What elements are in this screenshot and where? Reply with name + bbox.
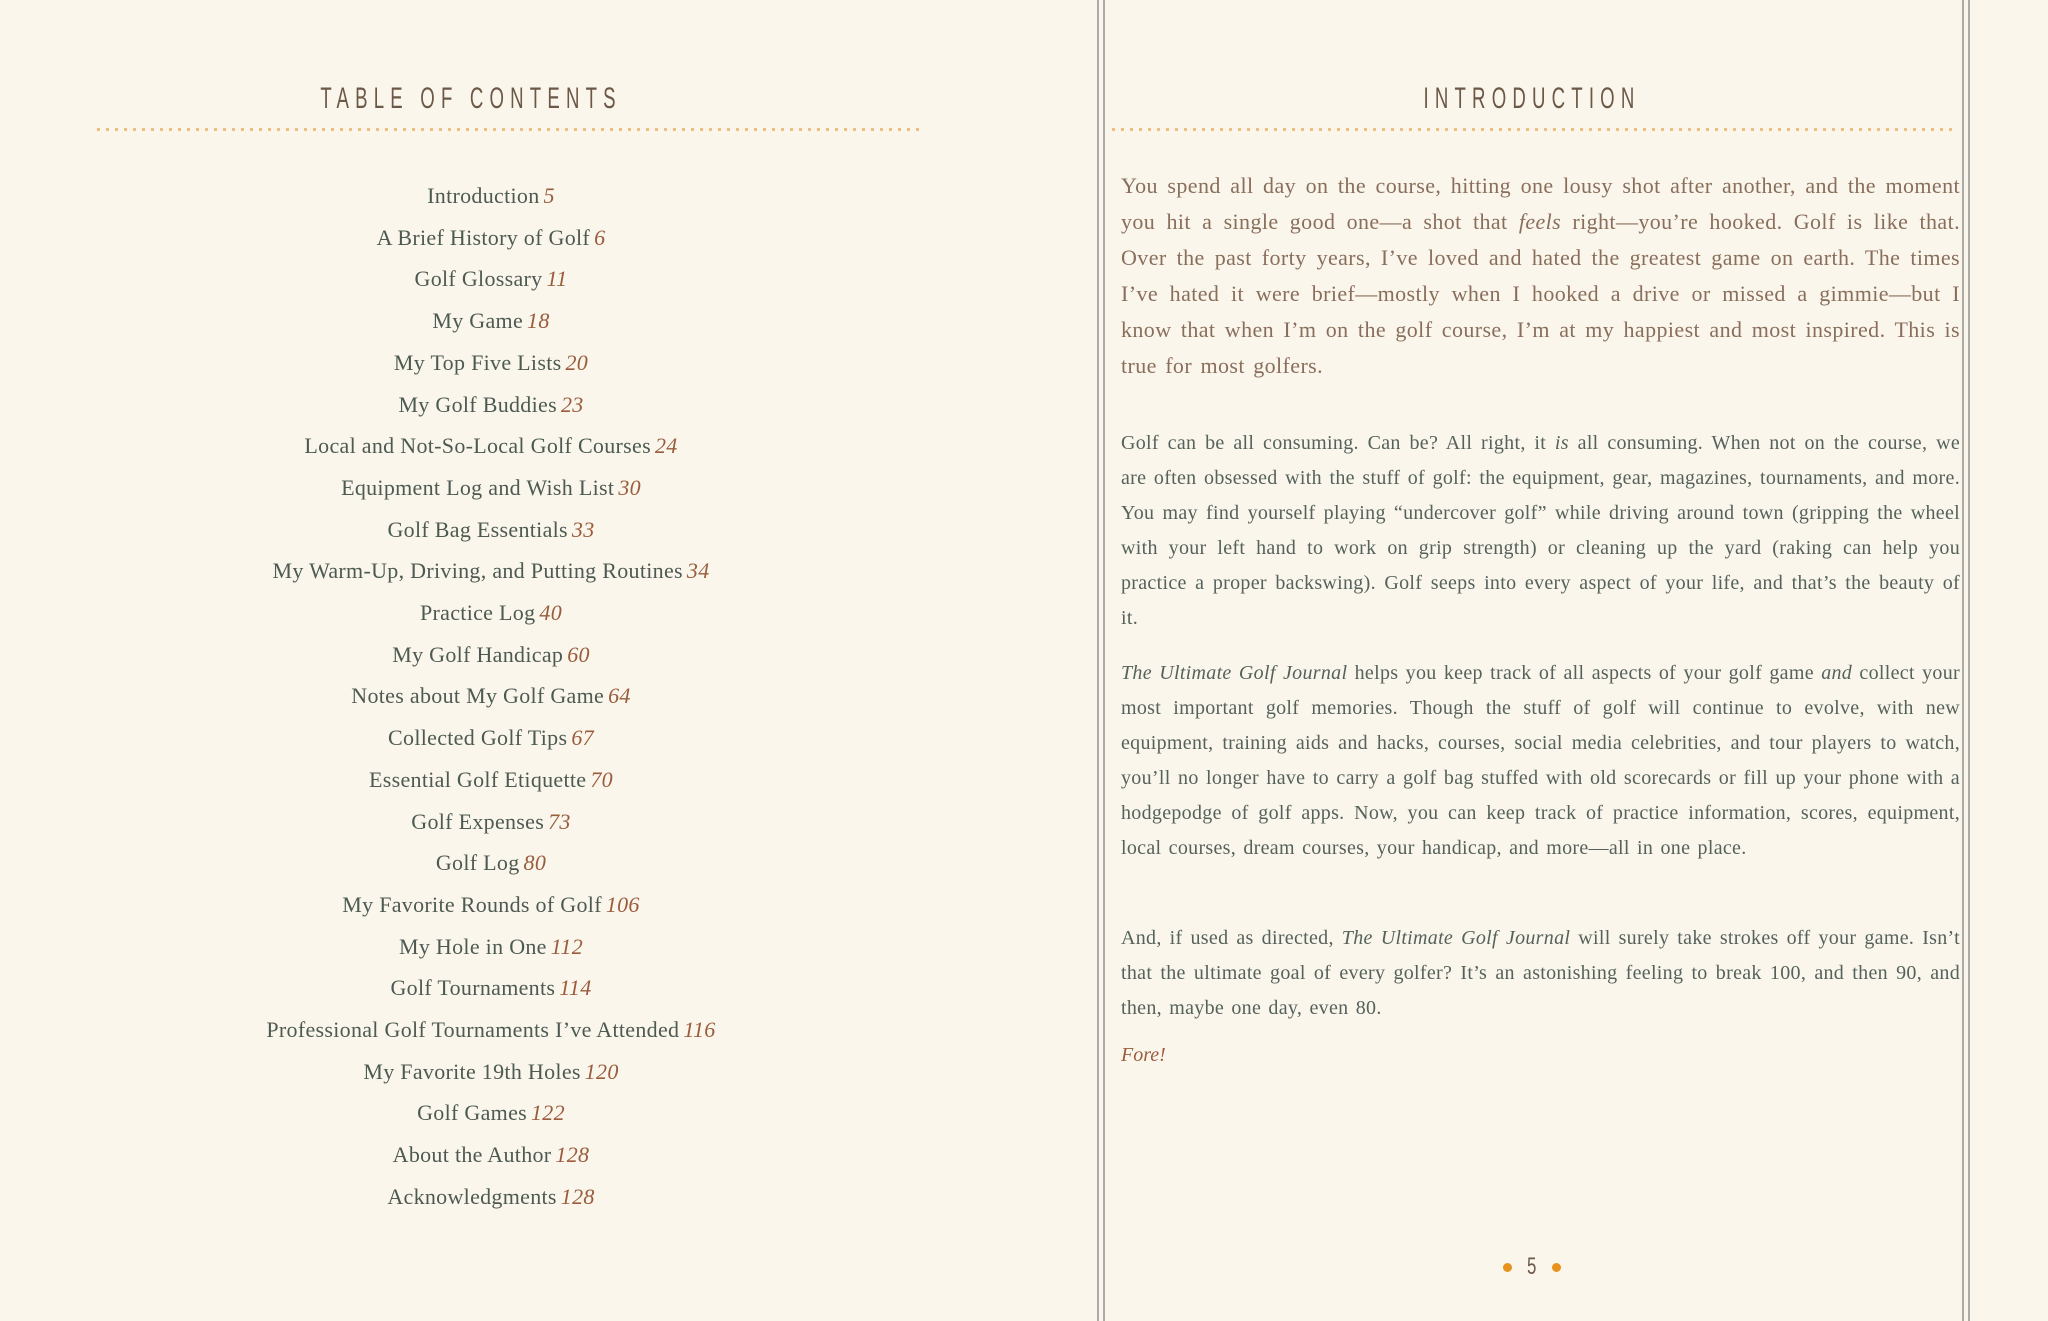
toc-entry-page-number: 120 (584, 1058, 619, 1084)
toc-entry (73, 342, 909, 384)
toc-entry (73, 842, 909, 884)
toc-entry-title: My Top Five Lists (393, 349, 562, 375)
toc-entry (73, 967, 909, 1009)
toc-entry-title: Equipment Log and Wish List (341, 474, 615, 500)
intro-heading-text: INTRODUCTION (1423, 82, 1641, 115)
toc-entry (73, 258, 909, 300)
toc-entry-title: A Brief History of Golf (376, 224, 591, 250)
toc-entry-title: Practice Log (420, 600, 536, 626)
toc-entry (73, 509, 909, 551)
toc-entry-page-number: 60 (567, 641, 590, 667)
toc-entry-title: Golf Games (417, 1100, 527, 1126)
page-number-footer (1122, 1253, 1942, 1281)
toc-entry (73, 467, 909, 509)
toc-entry-title: Introduction (427, 183, 540, 208)
toc-entry (73, 634, 909, 676)
toc-dotted-divider (97, 128, 923, 131)
toc-entry-title: My Hole in One (398, 933, 547, 959)
toc-entry (73, 175, 909, 217)
toc-entry (73, 759, 909, 801)
intro-paragraph-4: And, if used as directed, The Ultimate Golf Journal will surely take strokes off your game. Isn’t that the ultimate goal of every golfer? It’s an astonishing feeling to break 100, and then 90, and then, maybe one day, even 80. (1121, 927, 1960, 1019)
toc-entry-title: Golf Tournaments (390, 975, 556, 1001)
toc-entry-page-number: 40 (539, 600, 562, 626)
toc-entry-title: Golf Glossary (414, 266, 543, 292)
toc-entry-title: My Favorite Rounds of Golf (342, 891, 602, 917)
toc-entry-page-number: 122 (531, 1100, 565, 1126)
toc-entry-page-number: 23 (560, 391, 584, 417)
toc-entry-title: Golf Log (435, 850, 520, 876)
toc-entry-page-number: 106 (605, 891, 640, 917)
page-gutter-line (1097, 0, 1105, 1321)
toc-entry-page-number: 24 (654, 433, 678, 459)
toc-entry (73, 217, 909, 259)
toc-entry (73, 1134, 909, 1176)
toc-entry-title: Notes about My Golf Game (351, 683, 605, 709)
toc-entry (73, 1051, 909, 1093)
intro-paragraph-signoff: Fore! (1121, 1044, 1166, 1066)
toc-entry-page-number: 6 (594, 224, 606, 250)
toc-entry-title: Golf Bag Essentials (387, 516, 568, 542)
toc-entry-title: Essential Golf Etiquette (369, 766, 587, 792)
toc-entry (73, 801, 909, 843)
toc-entry-title: Acknowledgments (387, 1183, 557, 1209)
toc-entry-title: My Warm-Up, Driving, and Putting Routines (272, 558, 683, 584)
toc-heading-text: TABLE OF CONTENTS (320, 82, 622, 115)
toc-entry (73, 675, 909, 717)
toc-entry-title: Local and Not-So-Local Golf Courses (304, 433, 651, 459)
toc-entry-title: My Game (432, 308, 524, 334)
intro-paragraph-3: The Ultimate Golf Journal helps you keep track of all aspects of your golf game and collect your most important golf memories. Though the stuff of golf will continue to evolve, with new equipment, training aids and hacks, courses, social media celebrities, and tour players to watch, you’ll no longer have to carry a golf bag stuffed with old scorecards or fill up your phone with a hodgepodge of golf apps. Now, you can keep track of practice information, scores, equipment, local courses, dream courses, your handicap, and more—all in one place. (1121, 662, 1960, 859)
toc-heading (56, 81, 886, 113)
toc-entry-page-number: 128 (555, 1142, 590, 1168)
toc-entry-page-number: 5 (543, 183, 555, 208)
toc-entry-page-number: 33 (571, 516, 595, 542)
toc-entry-page-number: 67 (571, 725, 594, 751)
page-number: 5 (1527, 1253, 1537, 1280)
toc-entry-title: Collected Golf Tips (388, 725, 568, 751)
intro-paragraph-1: You spend all day on the course, hitting one lousy shot after another, and the moment you hit a single good one—a shot that feels right—you’re hooked. Golf is like that. Over the past forty years, I’ve loved and hated the greatest game on earth. The times I’ve hated it were brief—mostly when I hooked a drive or missed a gimmie—but I know that when I’m on the golf course, I’m at my happiest and most inspired. This is true for most golfers. (1121, 173, 1961, 378)
toc-entry (73, 1176, 909, 1218)
toc-entry (73, 300, 909, 342)
intro-paragraph-2: Golf can be all consuming. Can be? All right, it is all consuming. When not on the course, we are often obsessed with the stuff of golf: the equipment, gear, magazines, tournaments, and more. You may find yourself playing “undercover golf” while driving around town (gripping the wheel with your left hand to work on grip strength) or cleaning up the yard (raking can help you practice a proper backswing). Golf seeps into every aspect of your life, and that’s the beauty of it. (1121, 432, 1960, 629)
toc-entry-page-number: 80 (523, 850, 547, 876)
toc-entry (73, 926, 909, 968)
toc-entry-page-number: 112 (550, 933, 584, 959)
toc-entry-page-number: 64 (608, 683, 631, 709)
page-edge-line (1962, 0, 1970, 1321)
toc-entry-page-number: 11 (546, 266, 568, 292)
toc-entry (73, 884, 909, 926)
toc-entry-page-number: 34 (686, 558, 710, 584)
toc-entry (73, 550, 909, 592)
toc-entry-page-number: 20 (565, 349, 589, 375)
toc-list (73, 175, 909, 1218)
toc-entry-title: Professional Golf Tournaments I’ve Attended (266, 1017, 680, 1043)
toc-entry (73, 717, 909, 759)
toc-entry-page-number: 128 (560, 1183, 595, 1209)
toc-entry (73, 1009, 909, 1051)
toc-entry-page-number: 73 (548, 808, 571, 834)
toc-entry-page-number: 70 (590, 766, 613, 792)
toc-entry-page-number: 114 (559, 975, 592, 1001)
toc-entry-title: Golf Expenses (411, 808, 545, 834)
toc-entry-title: My Favorite 19th Holes (363, 1058, 581, 1084)
toc-entry-title: My Golf Buddies (398, 391, 557, 417)
toc-entry-title: My Golf Handicap (392, 641, 564, 667)
toc-entry (73, 1092, 909, 1134)
toc-entry-page-number: 116 (683, 1017, 716, 1043)
toc-entry-page-number: 30 (618, 474, 641, 500)
toc-entry (73, 592, 909, 634)
intro-paragraphs (1121, 0, 1960, 1321)
folio-dot-right (1552, 1263, 1561, 1272)
toc-entry (73, 384, 909, 426)
toc-entry (73, 425, 909, 467)
folio-dot-left (1503, 1263, 1512, 1272)
toc-entry-title: About the Author (392, 1142, 552, 1168)
toc-entry-page-number: 18 (527, 308, 550, 334)
